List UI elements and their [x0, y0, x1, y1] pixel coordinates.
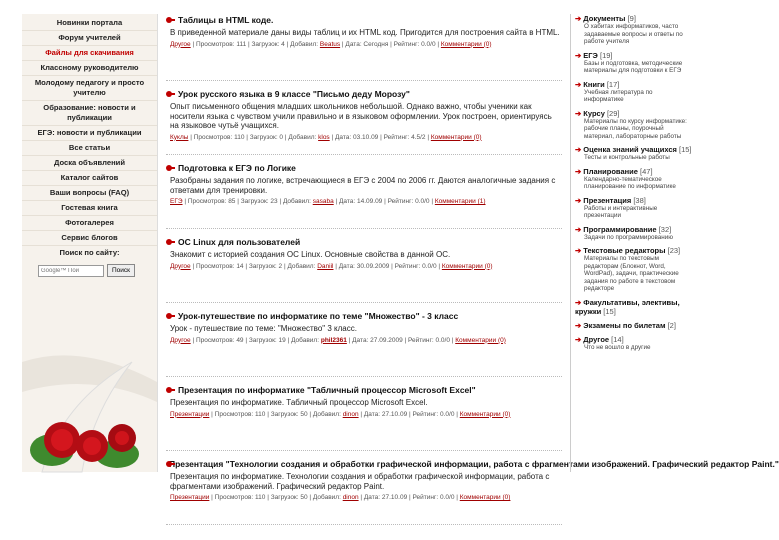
category-description: Задачи по программированию	[584, 233, 673, 241]
article-entry	[166, 162, 562, 229]
category-count: [32]	[658, 224, 672, 234]
meta-text: | Просмотров: 110 | Загрузок: 50 | Добавил:	[209, 410, 343, 418]
article-meta	[170, 410, 562, 419]
category-count: [17]	[606, 79, 620, 89]
sidebar-item[interactable]: Сервис блогов	[22, 230, 157, 245]
article-title[interactable]: Таблицы в HTML коде.	[178, 15, 274, 25]
article-description: Презентация по информатике. Технологии создания и обработки графической информации, работа с фрагментами изображений. Графический редактор Paint.	[170, 472, 550, 491]
left-sidebar	[22, 14, 158, 472]
article-header	[166, 384, 562, 396]
left-menu	[22, 14, 157, 260]
category-link[interactable]: Документы	[583, 14, 626, 23]
category-item	[575, 225, 693, 242]
sidebar-item[interactable]: Новинки портала	[56, 18, 123, 27]
article-header	[166, 458, 779, 470]
category-item	[575, 109, 693, 141]
category-heading	[575, 196, 693, 205]
meta-link[interactable]: Другое	[170, 336, 191, 344]
article-header	[166, 14, 562, 26]
article-description: Знакомит с историей создания ОС Linux. Основные свойства в данной ОС.	[170, 250, 451, 259]
category-sidebar	[570, 14, 693, 472]
article-header	[166, 236, 562, 248]
meta-text: | Дата: 30.09.2009 | Рейтинг: 0.0/0 |	[333, 262, 442, 270]
category-item	[575, 14, 693, 46]
article-entry	[166, 88, 562, 155]
article-description: Презентация по информатике. Табличный процессор Microsoft Excel.	[170, 398, 428, 407]
category-description: Календарно-тематическое планирование по информатике	[584, 175, 676, 190]
category-link[interactable]: Другое	[583, 334, 610, 344]
category-count: [19]	[599, 50, 613, 60]
article-description: Опыт письменного общения младших школьников небольшой. Однако важно, чтобы ученики как носители языка с чувством учили правильно и в языковом оформлении. Урок построен, ориентируясь на языковое чутьё учащихся.	[170, 102, 552, 130]
meta-text: | Просмотров: 14 | Загрузок: 2 | Добавил:	[190, 262, 318, 270]
article-meta	[170, 133, 562, 142]
arrow-right-icon: ➔	[575, 320, 582, 330]
category-heading	[575, 109, 693, 118]
category-count: [9]	[627, 14, 636, 23]
category-heading	[575, 14, 693, 23]
article-title[interactable]: Урок-путешествие по информатике по теме "Множество" - 3 класс	[178, 311, 459, 321]
category-count: [47]	[640, 166, 653, 176]
rose-decoration	[22, 322, 157, 472]
meta-text: | Дата: 14.09.09 | Рейтинг: 0.0/0 |	[333, 198, 435, 205]
meta-link[interactable]: Другое	[170, 262, 191, 270]
sidebar-item[interactable]: Все статьи	[22, 140, 157, 155]
article-title[interactable]: Урок русского языка в 9 классе "Письмо деду Морозу"	[178, 89, 410, 99]
category-description: Тесты и контрольные работы	[584, 154, 670, 161]
meta-link[interactable]: Другое	[170, 40, 191, 48]
article-header	[166, 310, 562, 322]
article-description: Разобраны задания по логике, встречающиеся в ЕГЭ с 2004 по 2006 гг. Даются аналогичные задания с ответами для тренировки.	[170, 176, 556, 195]
sidebar-item[interactable]: Поиск по сайту:	[22, 245, 157, 260]
meta-text: | Просмотров: 110 | Загрузок: 50 | Добавил:	[209, 494, 343, 501]
category-link[interactable]: Текстовые редакторы	[583, 246, 666, 255]
category-item	[575, 246, 693, 293]
sidebar-item[interactable]: Гостевая книга	[22, 200, 157, 215]
meta-link[interactable]: Комментарии (0)	[459, 410, 511, 418]
category-count: [29]	[606, 108, 620, 118]
article-entry	[166, 310, 562, 377]
category-link[interactable]: Презентация	[583, 195, 632, 205]
article-meta	[170, 40, 562, 49]
category-heading	[575, 335, 693, 344]
article-title[interactable]: Презентация "Технологии создания и обработки графической информации, работа с фрагментами изображений. Графический редактор Paint."	[169, 459, 779, 469]
arrow-right-icon: ➔	[575, 79, 582, 89]
category-link[interactable]: Экзамены по билетам	[583, 320, 666, 330]
sidebar-item[interactable]: Образование: новости и публикации	[22, 100, 157, 125]
file-bullet-icon	[166, 312, 175, 321]
category-description: Что не вошло в другие	[584, 343, 651, 351]
article-title[interactable]: Презентация по информатике "Табличный процессор Microsoft Excel"	[178, 385, 476, 395]
meta-link[interactable]: Куклы	[170, 133, 189, 141]
file-bullet-icon	[166, 386, 175, 395]
category-count: [38]	[633, 195, 646, 205]
article-meta	[170, 336, 562, 345]
category-link[interactable]: ЕГЭ	[583, 50, 598, 60]
category-item	[575, 196, 693, 220]
article-title[interactable]: ОС Linux для пользователей	[178, 237, 301, 247]
category-description: О хабитах информатиков, часто задаваемые вопросы и ответы по работе учителя	[584, 23, 683, 45]
article-description: Урок - путешествие по теме: "Множество" 3 класс.	[170, 324, 357, 333]
category-item	[575, 167, 693, 191]
category-count: [15]	[603, 306, 616, 316]
meta-link[interactable]: Комментарии (1)	[434, 198, 486, 205]
category-item	[575, 51, 693, 75]
meta-text: | Просмотров: 49 | Загрузок: 19 | Добавил:	[190, 336, 321, 344]
category-count: [23]	[667, 246, 681, 255]
category-heading	[575, 321, 693, 330]
meta-link[interactable]: Комментарии (0)	[459, 494, 511, 501]
category-heading	[575, 167, 693, 176]
category-link[interactable]: Книги	[583, 79, 605, 89]
meta-link[interactable]: Комментарии (0)	[455, 336, 506, 344]
file-bullet-icon	[166, 164, 175, 173]
category-heading	[575, 51, 693, 60]
category-description: Работы и интерактивные презентации	[584, 204, 658, 219]
article-header	[166, 88, 562, 100]
arrow-right-icon: ➔	[575, 14, 582, 23]
meta-text: | Дата: 27.10.09 | Рейтинг: 0.0/0 |	[358, 494, 460, 501]
meta-link[interactable]: phil2361	[320, 336, 347, 344]
category-description: Базы и подготовка, методические материалы для подготовки к ЕГЭ	[584, 59, 683, 74]
sidebar-item[interactable]: Файлы для скачивания	[22, 45, 157, 60]
file-bullet-icon	[166, 238, 175, 247]
category-count: [14]	[611, 334, 624, 344]
search-input[interactable]	[38, 265, 104, 277]
category-description: Материалы по курсу информатике: рабочие планы, поурочный материал, лабораторные работы	[584, 117, 687, 140]
sidebar-item[interactable]: Молодому педагогу и просто учителю	[22, 75, 157, 100]
category-heading	[575, 80, 693, 89]
category-link[interactable]: Программирование	[583, 224, 657, 234]
meta-text: | Дата: Сегодня | Рейтинг: 0.0/0 |	[340, 40, 441, 48]
sidebar-item[interactable]: Доска объявлений	[22, 155, 157, 170]
article-meta	[170, 262, 562, 271]
sidebar-item[interactable]: Фотогалерея	[22, 215, 157, 230]
meta-link[interactable]: dinon	[342, 410, 359, 418]
meta-text: | Просмотров: 110 | Загрузок: 0 | Добавил:	[188, 133, 319, 141]
category-link[interactable]: Курсу	[583, 108, 605, 118]
meta-link[interactable]: Презентации	[170, 410, 210, 418]
article-meta	[170, 493, 562, 502]
category-link[interactable]: Оценка знаний учащихся	[583, 145, 677, 154]
category-heading	[575, 225, 693, 234]
category-item	[575, 335, 693, 352]
arrow-right-icon: ➔	[575, 195, 582, 205]
file-bullet-icon	[166, 90, 175, 99]
arrow-right-icon: ➔	[575, 224, 582, 234]
meta-link[interactable]: ЕГЭ	[170, 198, 183, 205]
meta-text: | Дата: 27.09.2009 | Рейтинг: 0.0/0 |	[346, 336, 456, 344]
sidebar-item[interactable]: Каталог сайтов	[22, 170, 157, 185]
meta-text: | Просмотров: 111 | Загрузок: 4 | Добавил:	[190, 40, 320, 48]
arrow-right-icon: ➔	[575, 297, 582, 307]
meta-link[interactable]: klos	[318, 133, 330, 141]
article-entry	[166, 236, 562, 303]
meta-text: | Дата: 03.10.09 | Рейтинг: 4.5/2 |	[329, 133, 431, 141]
sidebar-item[interactable]: Ваши вопросы (FAQ)	[22, 185, 157, 200]
meta-link[interactable]: Beatus	[319, 40, 341, 48]
arrow-right-icon: ➔	[575, 50, 582, 60]
meta-link[interactable]: dinon	[342, 494, 359, 501]
category-description: Материалы по текстовым редакторам (Блокнот, Word, WordPad), задачи, практические задания по работе в текстовом редакторе	[584, 255, 679, 292]
sidebar-item[interactable]: ЕГЭ: новости и публикации	[22, 125, 157, 140]
sidebar-item[interactable]: Классному руководителю	[22, 60, 157, 75]
meta-link[interactable]: sasaba	[312, 198, 334, 205]
category-item	[575, 145, 693, 162]
article-header	[166, 162, 562, 174]
meta-text: | Дата: 27.10.09 | Рейтинг: 0.0/0 |	[358, 410, 460, 418]
meta-link[interactable]: Комментарии (0)	[440, 40, 492, 48]
category-description: Учебная литература по информатике	[584, 88, 653, 103]
category-heading	[575, 298, 693, 316]
meta-link[interactable]: Комментарии (0)	[430, 133, 482, 141]
article-title[interactable]: Подготовка к ЕГЭ по Логике	[178, 163, 296, 173]
arrow-right-icon: ➔	[575, 145, 582, 154]
category-heading	[575, 246, 693, 255]
file-bullet-icon	[166, 16, 175, 25]
article-description: В приведенной материале даны виды таблиц и их HTML код. Пригодится для построения сайта в HTML.	[170, 28, 560, 37]
article-entry	[166, 384, 562, 451]
article-meta	[170, 197, 562, 206]
meta-link[interactable]: Комментарии (0)	[441, 262, 493, 270]
arrow-right-icon: ➔	[575, 334, 582, 344]
arrow-right-icon: ➔	[575, 246, 582, 255]
meta-link[interactable]: Презентации	[170, 494, 210, 501]
category-item	[575, 80, 693, 104]
arrow-right-icon: ➔	[575, 108, 582, 118]
category-link[interactable]: Факультативы, элективы, кружки	[575, 297, 680, 316]
arrow-right-icon: ➔	[575, 166, 582, 176]
sidebar-item[interactable]: Форум учителей	[22, 30, 157, 45]
category-heading	[575, 145, 693, 154]
search-button[interactable]: Поиск	[107, 264, 135, 277]
category-link[interactable]: Планирование	[583, 166, 638, 176]
category-count: [15]	[678, 145, 692, 154]
article-entry	[166, 458, 779, 525]
meta-link[interactable]: Daniil	[317, 262, 334, 270]
category-count: [2]	[667, 320, 676, 330]
category-item	[575, 321, 693, 330]
site-search	[38, 264, 157, 277]
category-item	[575, 298, 693, 316]
meta-text: | Просмотров: 85 | Загрузок: 23 | Добавил:	[182, 198, 313, 205]
article-entry	[166, 14, 562, 81]
